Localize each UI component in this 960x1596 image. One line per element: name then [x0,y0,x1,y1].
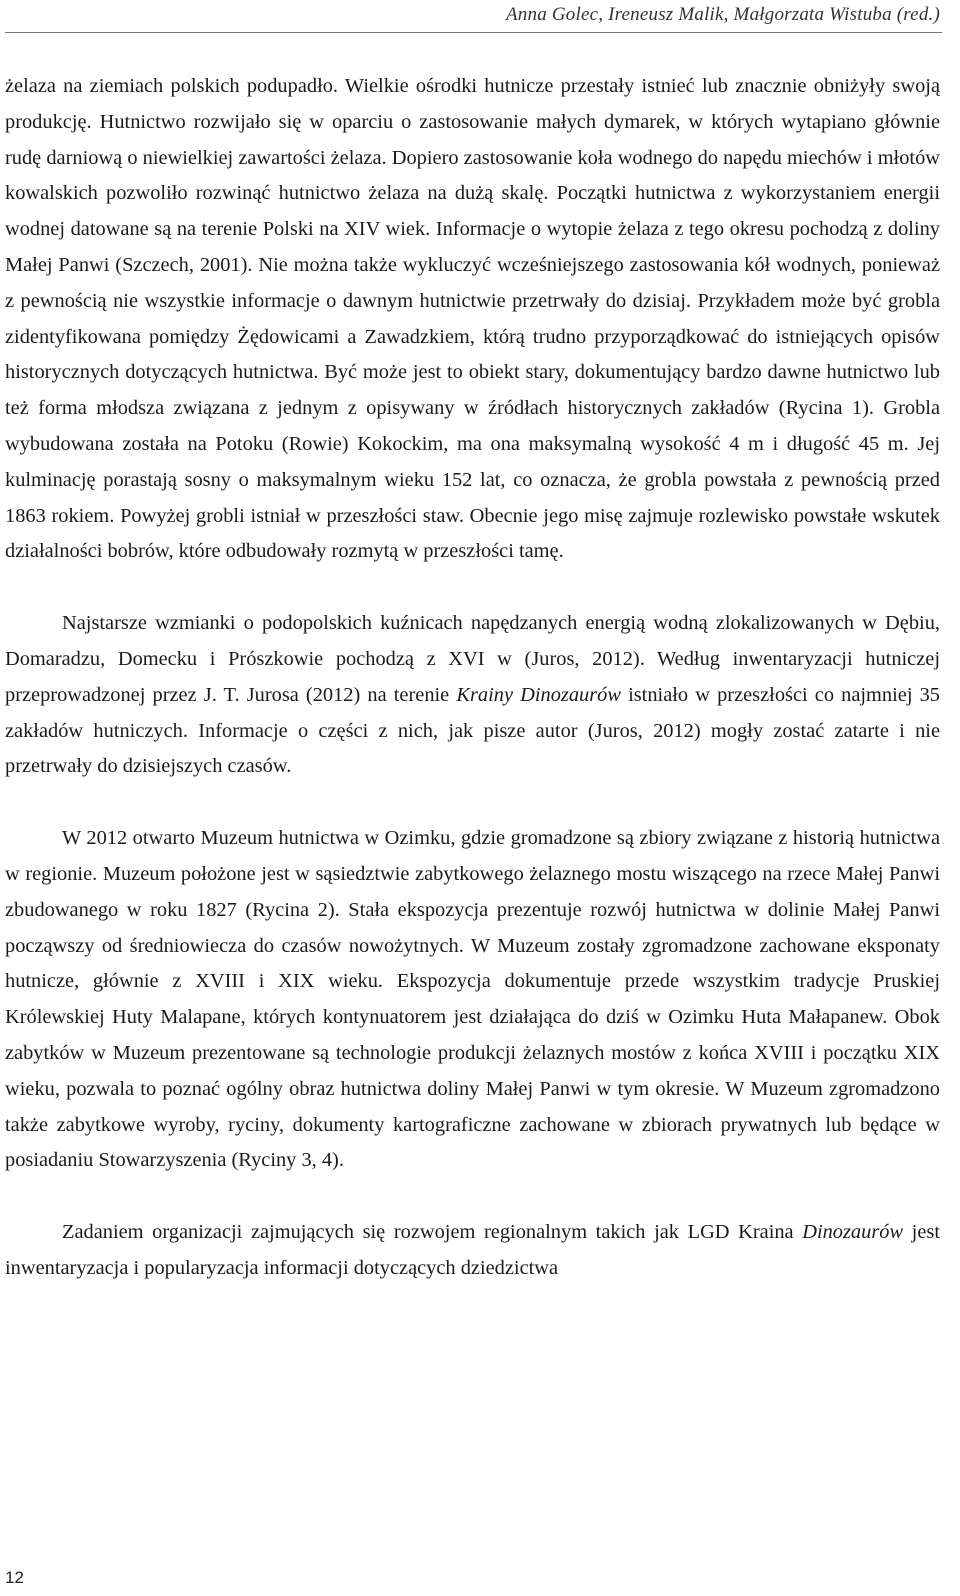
paragraph-2 [5,606,940,785]
paragraph-2-italic: Krainy Dinozaurów [456,683,621,706]
paragraph-gap [5,570,940,606]
page-number: 12 [5,1568,24,1587]
paragraph-2-text-b: istniało w przeszłości co najmniej 35 zakładów hutniczych. Informacje o części z nich, jak pisze autor (Juros, 2012) mogły zostać zatarte i nie przetrwały do dzisiejszych czasów. [5,683,941,778]
body-text [5,69,940,1287]
paragraph-gap [5,785,940,821]
paragraph-2-text-a: Najstarsze wzmianki o podopolskich kuźnicach napędzanych energią wodną zlokalizowanych w Dębiu, Domaradzu, Domecku i Prószkowie pochodzą z XVI w (Juros, 2012). Według inwentaryzacji hutniczej przeprowadzonej przez J. T. Jurosa (2012) na terenie [5,612,940,706]
paragraph-4-text-b: jest inwentaryzacja i popularyzacja informacji dotyczących dziedzictwa [5,1221,940,1279]
running-header: Anna Golec, Ireneusz Malik, Małgorzata Wistuba (red.) [506,4,940,25]
paragraph-3: W 2012 otwarto Muzeum hutnictwa w Ozimku, gdzie gromadzone są zbiory związane z historią hutnictwa w regionie. Muzeum położone jest w sąsiedztwie zabytkowego żelaznego mostu wiszącego na rzece Małej Panwi zbudowanego w roku 1827 (Rycina 2). Stała ekspozycja prezentuje rozwój hutnictwa w dolinie Małej Panwi począwszy od średniowiecza do czasów nowożytnych. W Muzeum zostały zgromadzone zachowane eksponaty hutnicze, głównie z XVIII i XIX wieku. Ekspozycja dokumentuje przede wszystkim tradycje Pruskiej Królewskiej Huty Malapane, których kontynuatorem jest działająca do dziś w Ozimku Huta Małapanew. Obok zabytków w Muzeum prezentowane są technologie produkcji żelaznych mostów z końca XVIII i początku XIX wieku, pozwala to poznać ogólny obraz hutnictwa doliny Małej Panwi w tym okresie. W Muzeum zgromadzono także zabytkowe wyroby, ryciny, dokumenty kartograficzne zachowane w zbiorach prywatnych lub będące w posiadaniu Stowarzyszenia (Ryciny 3, 4). [5,827,940,1172]
header-rule [5,32,942,33]
paragraph-4-text-a: Zadaniem organizacji zajmujących się rozwojem regionalnym takich jak LGD Kraina [62,1221,803,1244]
paragraph-gap [5,1179,940,1215]
paragraph-1: żelaza na ziemiach polskich podupadło. Wielkie ośrodki hutnicze przestały istnieć lub znacznie obniżyły swoją produkcję. Hutnictwo rozwijało się w oparciu o zastosowanie małych dymarek, w których wytapiano głównie rudę darniową o niewielkiej zawartości żelaza. Dopiero zastosowanie koła wodnego do napędu miechów i młotów kowalskich pozwoliło rozwinąć hutnictwo żelaza na dużą skalę. Początki hutnictwa z wykorzystaniem energii wodnej datowane są na terenie Polski na XIV wiek. Informacje o wytopie żelaza z tego okresu pochodzą z doliny Małej Panwi (Szczech, 2001). Nie można także wykluczyć wcześniejszego zastosowania kół wodnych, ponieważ z pewnością nie wszystkie informacje o dawnym hutnictwie przetrwały do dzisiaj. Przykładem może być grobla zidentyfikowana pomiędzy Żędowicami a Zawadzkiem, którą trudno przyporządkować do istniejących opisów historycznych dotyczących hutnictwa. Być może jest to obiekt stary, dokumentujący bardzo dawne hutnictwo lub też forma młodsza związana z jednym z opisywany w źródłach historycznych zakładów (Rycina 1). Grobla wybudowana została na Potoku (Rowie) Kokockim, ma ona maksymalną wysokość 4 m i długość 45 m. Jej kulminację porastają sosny o maksymalnym wieku 152 lat, co oznacza, że grobla powstała z pewnością przed 1863 rokiem. Powyżej grobli istniał w przeszłości staw. Obecnie jego misę zajmuje rozlewisko powstałe wskutek działalności bobrów, które odbudowały rozmytą w przeszłości tamę. [5,75,940,563]
paragraph-4 [5,1215,940,1287]
paragraph-4-italic: Dinozaurów [802,1221,904,1244]
